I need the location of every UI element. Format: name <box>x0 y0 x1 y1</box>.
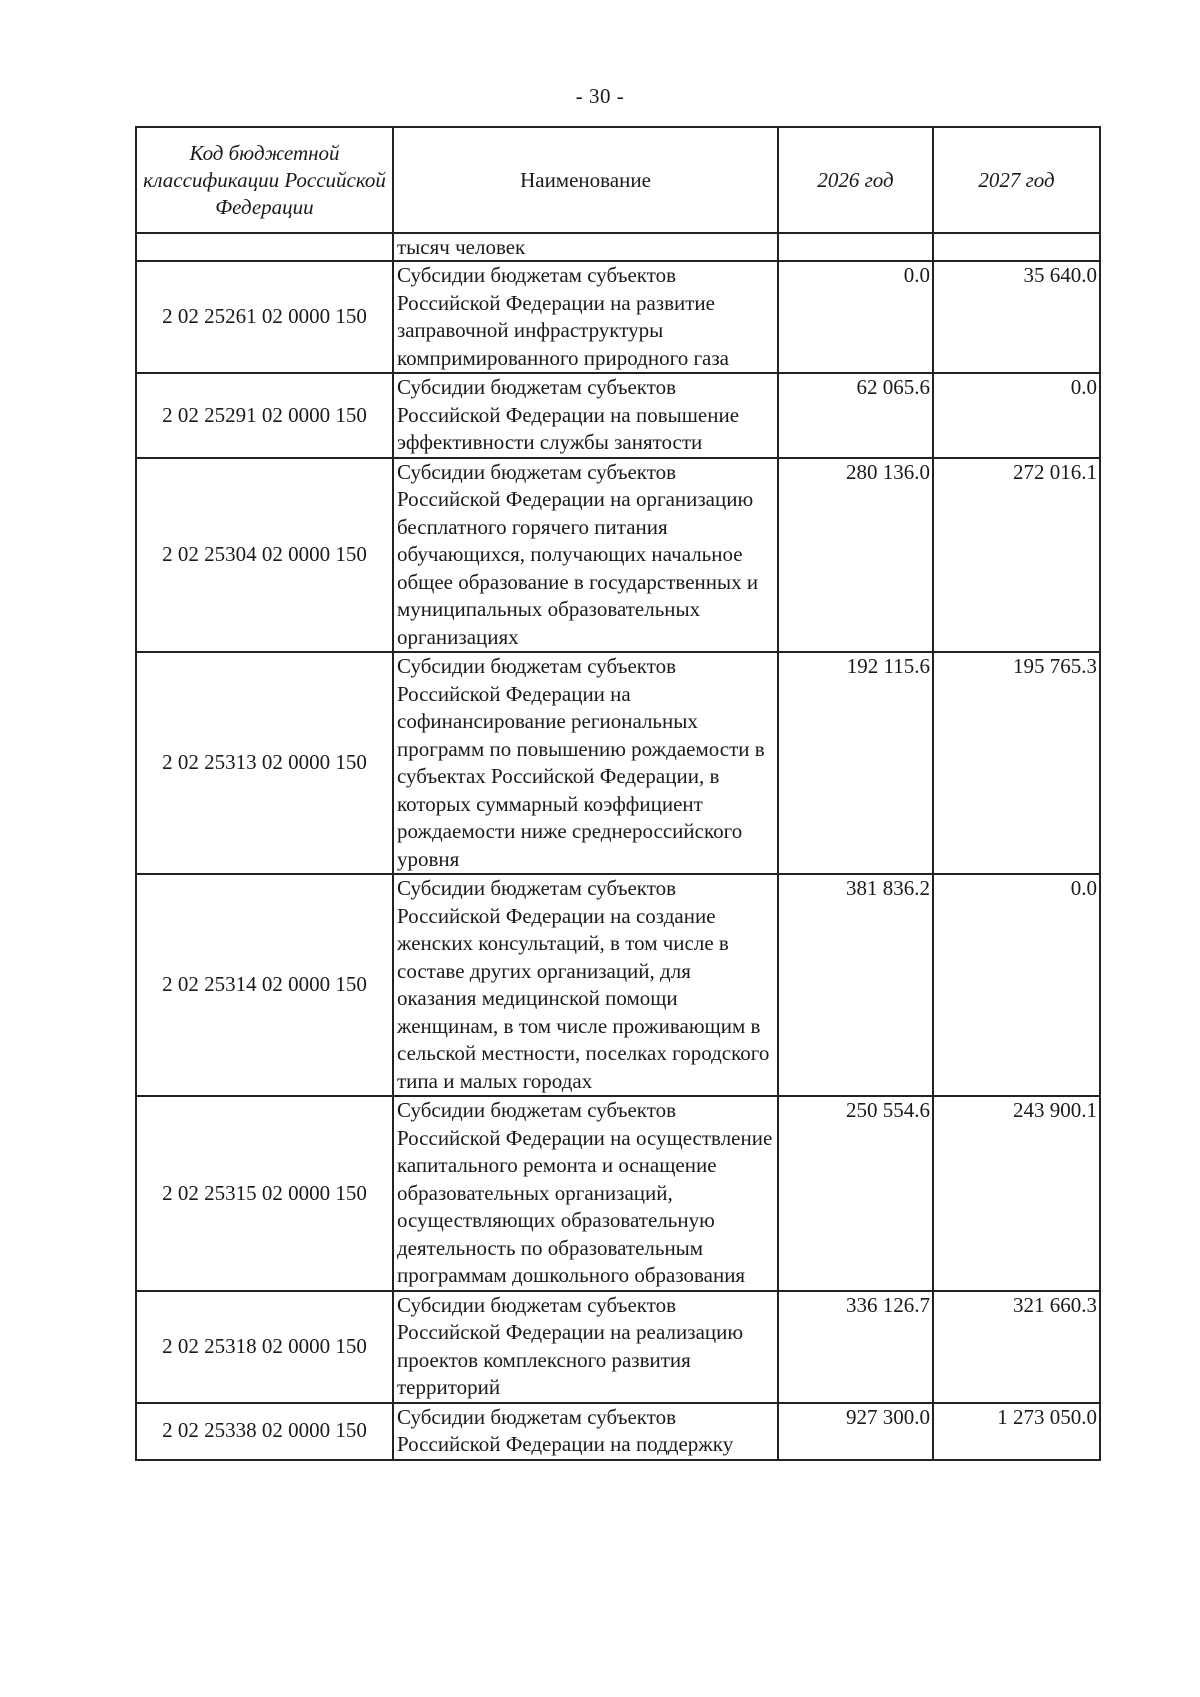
cell-2027: 0.0 <box>933 874 1100 1096</box>
cell-code: 2 02 25315 02 0000 150 <box>136 1096 393 1291</box>
cell-2026: 381 836.2 <box>778 874 933 1096</box>
cell-code: 2 02 25261 02 0000 150 <box>136 261 393 373</box>
cell-2026: 336 126.7 <box>778 1291 933 1403</box>
cell-2027: 1 273 050.0 <box>933 1403 1100 1460</box>
cell-2027: 243 900.1 <box>933 1096 1100 1291</box>
cell-name: Субсидии бюджетам субъектов Российской Федерации на осуществление капитального ремонта и оснащение образовательных организаций, осуществляющих образовательную деятельность по образовательным программам дошкольного образования <box>393 1096 778 1291</box>
header-year-2026: 2026 год <box>778 127 933 233</box>
table-row <box>136 261 1100 373</box>
header-year-2027: 2027 год <box>933 127 1100 233</box>
header-code: Код бюджетной классификации Российской Федерации <box>136 127 393 233</box>
cell-code: 2 02 25304 02 0000 150 <box>136 458 393 653</box>
header-name: Наименование <box>393 127 778 233</box>
table-row <box>136 652 1100 874</box>
cell-name: Субсидии бюджетам субъектов Российской Федерации на поддержку <box>393 1403 778 1460</box>
cell-code: 2 02 25291 02 0000 150 <box>136 373 393 458</box>
table-row <box>136 874 1100 1096</box>
cell-code-empty <box>136 233 393 261</box>
cell-2027: 321 660.3 <box>933 1291 1100 1403</box>
cell-name: Субсидии бюджетам субъектов Российской Федерации на софинансирование региональных программ по повышению рождаемости в субъектах Российской Федерации, в которых суммарный коэффициент рождаемости ниже среднероссийского уровня <box>393 652 778 874</box>
cell-name: Субсидии бюджетам субъектов Российской Федерации на развитие заправочной инфраструктуры компримированного природного газа <box>393 261 778 373</box>
cell-name: Субсидии бюджетам субъектов Российской Федерации на реализацию проектов комплексного развития территорий <box>393 1291 778 1403</box>
cell-name: Субсидии бюджетам субъектов Российской Федерации на организацию бесплатного горячего питания обучающихся, получающих начальное общее образование в государственных и муниципальных образовательных организациях <box>393 458 778 653</box>
cell-2026: 192 115.6 <box>778 652 933 874</box>
budget-table <box>135 126 1101 1461</box>
cell-2026: 280 136.0 <box>778 458 933 653</box>
cell-year1-empty <box>778 233 933 261</box>
cell-code: 2 02 25313 02 0000 150 <box>136 652 393 874</box>
cell-2026: 0.0 <box>778 261 933 373</box>
cell-2027: 35 640.0 <box>933 261 1100 373</box>
cell-name: Субсидии бюджетам субъектов Российской Федерации на повышение эффективности службы занятости <box>393 373 778 458</box>
page-number: - 30 - <box>575 84 625 108</box>
table-row <box>136 1403 1100 1460</box>
cell-name-continuation: тысяч человек <box>393 233 778 261</box>
table-row <box>136 1096 1100 1291</box>
cell-2026: 250 554.6 <box>778 1096 933 1291</box>
cell-2027: 0.0 <box>933 373 1100 458</box>
cell-code: 2 02 25338 02 0000 150 <box>136 1403 393 1460</box>
cell-2026: 927 300.0 <box>778 1403 933 1460</box>
cell-2026: 62 065.6 <box>778 373 933 458</box>
table-row-continuation <box>136 233 1100 261</box>
cell-2027: 195 765.3 <box>933 652 1100 874</box>
cell-2027: 272 016.1 <box>933 458 1100 653</box>
cell-name: Субсидии бюджетам субъектов Российской Федерации на создание женских консультаций, в том числе в составе других организаций, для оказания медицинской помощи женщинам, в том числе проживающим в сельской местности, поселках городского типа и малых городах <box>393 874 778 1096</box>
cell-year2-empty <box>933 233 1100 261</box>
cell-code: 2 02 25318 02 0000 150 <box>136 1291 393 1403</box>
cell-code: 2 02 25314 02 0000 150 <box>136 874 393 1096</box>
table-row <box>136 373 1100 458</box>
table-row <box>136 1291 1100 1403</box>
table-row <box>136 458 1100 653</box>
table-header-row <box>136 127 1100 233</box>
